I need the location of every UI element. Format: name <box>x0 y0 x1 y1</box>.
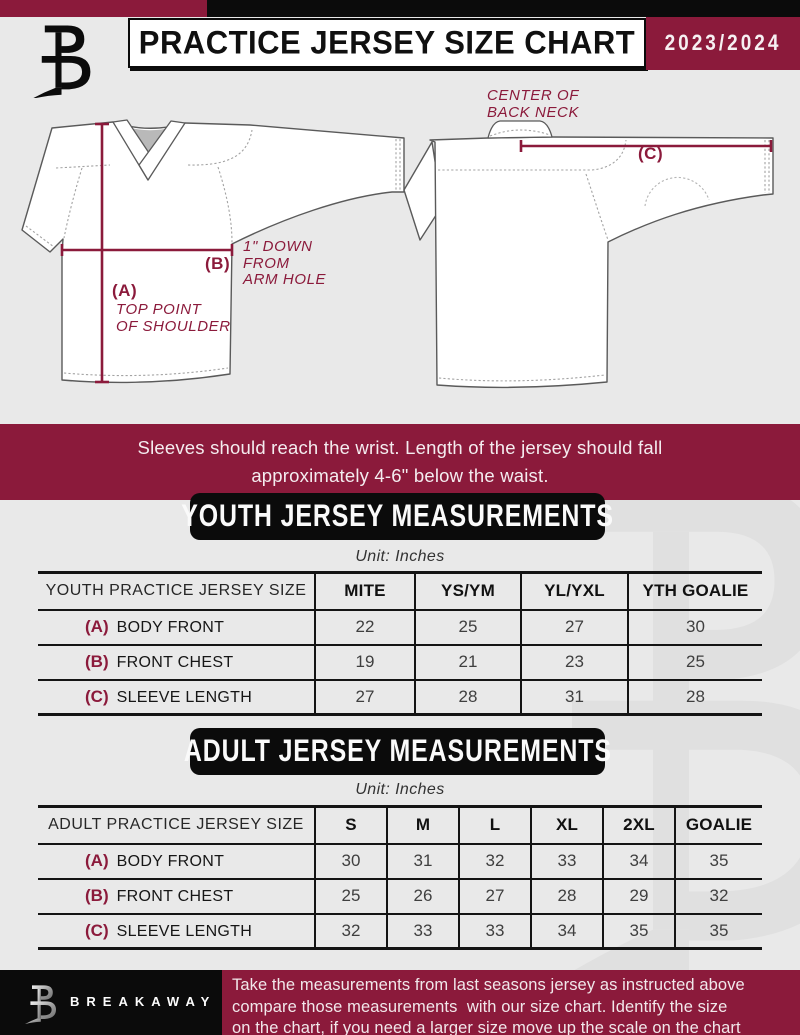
label-b-key: (B) <box>205 254 231 273</box>
top-strip-black <box>207 0 800 17</box>
footer-line-3: on the chart, if you need a larger size move up the scale on the chart <box>232 1019 741 1035</box>
row-key: (A) <box>85 617 109 636</box>
row-name: SLEEVE LENGTH <box>116 922 253 940</box>
footer <box>0 970 800 1035</box>
footer-line-2: compare those measurements with our size chart. Identify the size <box>232 997 728 1016</box>
fit-instruction-banner <box>0 424 800 500</box>
adult-section-title: ADULT JERSEY MEASUREMENTS <box>183 733 612 769</box>
youth-size-table <box>38 571 762 716</box>
adult-size-table <box>38 805 762 950</box>
cell-value: 28 <box>531 879 603 914</box>
banner-line-2: approximately 4-6" below the waist. <box>251 465 549 486</box>
row-key: (C) <box>85 920 109 940</box>
label-a-note: TOP POINT OF SHOULDER <box>116 301 231 335</box>
adult-col-header: S <box>315 807 387 844</box>
label-c-key: (C) <box>638 144 664 163</box>
cell-value: 30 <box>315 844 387 879</box>
season-box <box>646 17 800 70</box>
cell-value: 33 <box>387 914 459 949</box>
cell-value: 27 <box>459 879 531 914</box>
row-key: (C) <box>85 686 109 706</box>
cell-value: 30 <box>628 610 762 645</box>
cell-value: 31 <box>387 844 459 879</box>
row-key: (A) <box>85 851 109 870</box>
front-jersey-diagram <box>6 104 406 396</box>
cell-value: 33 <box>531 844 603 879</box>
youth-col-header: YOUTH PRACTICE JERSEY SIZE <box>45 582 307 600</box>
cell-value: 25 <box>628 645 762 680</box>
adult-table-header-row <box>38 807 762 844</box>
cell-value: 25 <box>415 610 521 645</box>
cell-value: 35 <box>603 914 675 949</box>
table-row <box>38 680 762 715</box>
cell-value: 22 <box>315 610 415 645</box>
youth-section-title: YOUTH JERSEY MEASUREMENTS <box>181 498 614 534</box>
youth-col-header: YL/YXL <box>521 573 628 610</box>
cell-value: 32 <box>459 844 531 879</box>
row-name: FRONT CHEST <box>116 888 234 905</box>
cell-value: 25 <box>315 879 387 914</box>
label-c-note: CENTER OF BACK NECK <box>487 87 580 121</box>
row-name: BODY FRONT <box>116 619 225 636</box>
table-row <box>38 914 762 949</box>
cell-value: 28 <box>628 680 762 715</box>
adult-col-header: M <box>387 807 459 844</box>
youth-col-header: YS/YM <box>415 573 521 610</box>
cell-value: 34 <box>603 844 675 879</box>
row-name: FRONT CHEST <box>116 654 234 671</box>
row-key: (B) <box>85 652 109 671</box>
cell-value: 19 <box>315 645 415 680</box>
footer-line-1: Take the measurements from last seasons jersey as instructed above <box>232 976 745 994</box>
footer-instructions <box>222 970 800 1035</box>
season-label: 2023/2024 <box>664 30 782 55</box>
youth-table-header-row <box>38 573 762 610</box>
page-title: PRACTICE JERSEY SIZE CHART <box>138 24 636 61</box>
youth-section-title-bar <box>181 493 614 540</box>
youth-col-header: YTH GOALIE <box>628 573 762 610</box>
adult-col-header: GOALIE <box>675 807 762 844</box>
adult-col-header: L <box>459 807 531 844</box>
cell-value: 23 <box>521 645 628 680</box>
table-row <box>38 610 762 645</box>
cell-value: 34 <box>531 914 603 949</box>
breakaway-b-logo-icon <box>22 20 98 98</box>
cell-value: 28 <box>415 680 521 715</box>
cell-value: 27 <box>521 610 628 645</box>
table-row <box>38 844 762 879</box>
cell-value: 35 <box>675 914 762 949</box>
youth-unit-label: Unit: Inches <box>355 548 445 565</box>
cell-value: 32 <box>675 879 762 914</box>
row-key: (B) <box>85 886 109 905</box>
cell-value: 26 <box>387 879 459 914</box>
adult-section-title-bar <box>183 728 612 775</box>
cell-value: 35 <box>675 844 762 879</box>
cell-value: 29 <box>603 879 675 914</box>
adult-col-header: 2XL <box>603 807 675 844</box>
adult-col-header: ADULT PRACTICE JERSEY SIZE <box>48 816 304 834</box>
label-b-note: 1" DOWN FROM ARM HOLE <box>243 238 327 288</box>
youth-col-header: MITE <box>315 573 415 610</box>
cell-value: 33 <box>459 914 531 949</box>
label-a-key: (A) <box>112 281 138 300</box>
top-strip-maroon <box>0 0 207 17</box>
banner-line-1: Sleeves should reach the wrist. Length of the jersey should fall <box>137 437 663 458</box>
cell-value: 32 <box>315 914 387 949</box>
footer-brand-block <box>0 970 222 1035</box>
footer-brand-name: BREAKAWAY <box>70 994 217 1009</box>
back-jersey-diagram <box>396 88 780 396</box>
breakaway-b-logo-icon <box>20 982 60 1024</box>
table-row <box>38 879 762 914</box>
adult-unit-label: Unit: Inches <box>355 781 445 798</box>
cell-value: 31 <box>521 680 628 715</box>
page-title-box <box>128 18 646 68</box>
row-name: SLEEVE LENGTH <box>116 688 253 706</box>
row-name: BODY FRONT <box>116 853 225 870</box>
cell-value: 21 <box>415 645 521 680</box>
cell-value: 27 <box>315 680 415 715</box>
adult-col-header: XL <box>531 807 603 844</box>
table-row <box>38 645 762 680</box>
